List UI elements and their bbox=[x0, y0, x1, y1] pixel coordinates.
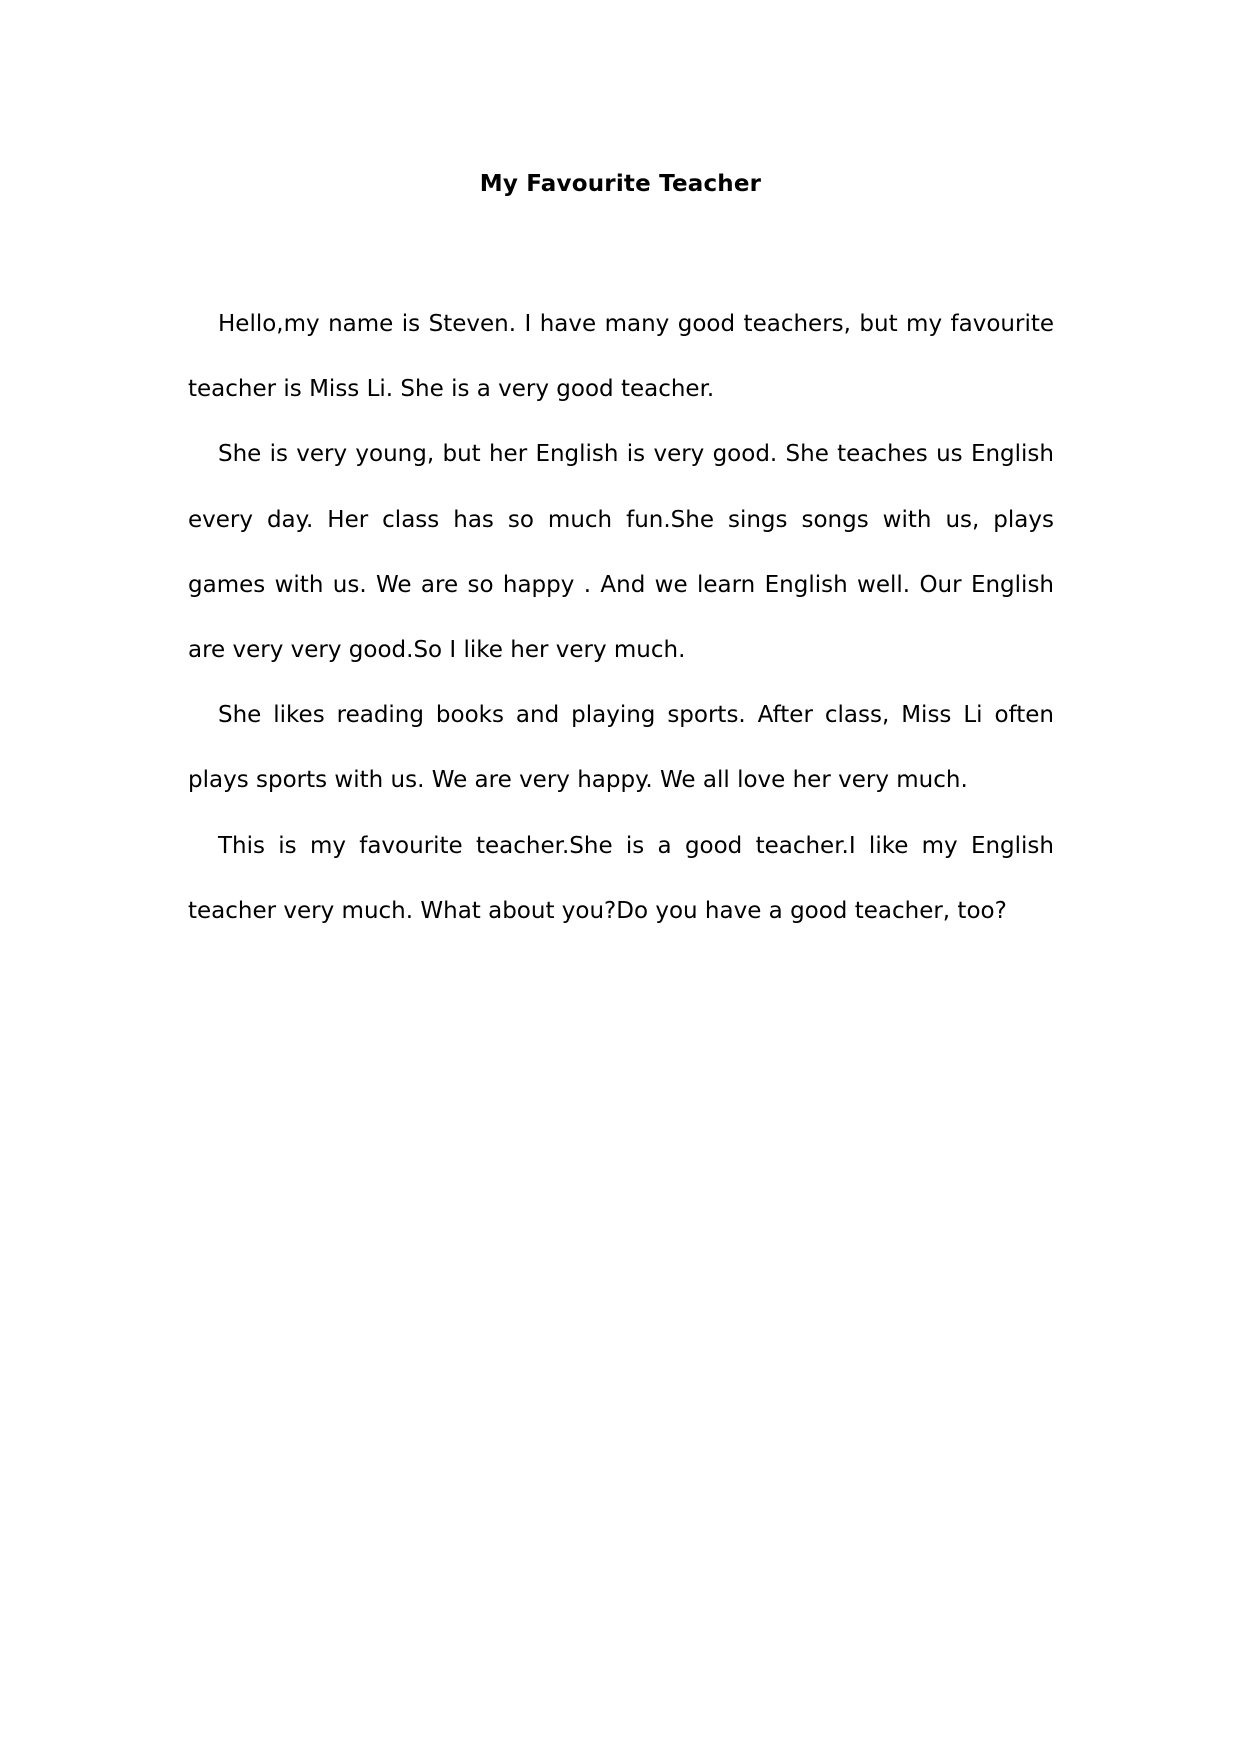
paragraph-3: She likes reading books and playing sports. After class, Miss Li often plays sports with us. We are very happy. We all love her very much. bbox=[188, 702, 1054, 794]
paragraph-1: Hello,my name is Steven. I have many good teachers, but my favourite teacher is Miss Li. She is a very good teacher. bbox=[188, 311, 1054, 403]
document-body bbox=[188, 292, 1054, 944]
paragraph-2: She is very young, but her English is very good. She teaches us English every day. Her class has so much fun.She sings songs with us, plays games with us. We are so happy . And we learn English well. Our English are very very good.So I like her very much. bbox=[188, 441, 1054, 664]
paragraph-4: This is my favourite teacher.She is a good teacher.I like my English teacher very much. What about you?Do you have a good teacher, too? bbox=[188, 832, 1054, 924]
document-title: My Favourite Teacher bbox=[479, 171, 762, 197]
